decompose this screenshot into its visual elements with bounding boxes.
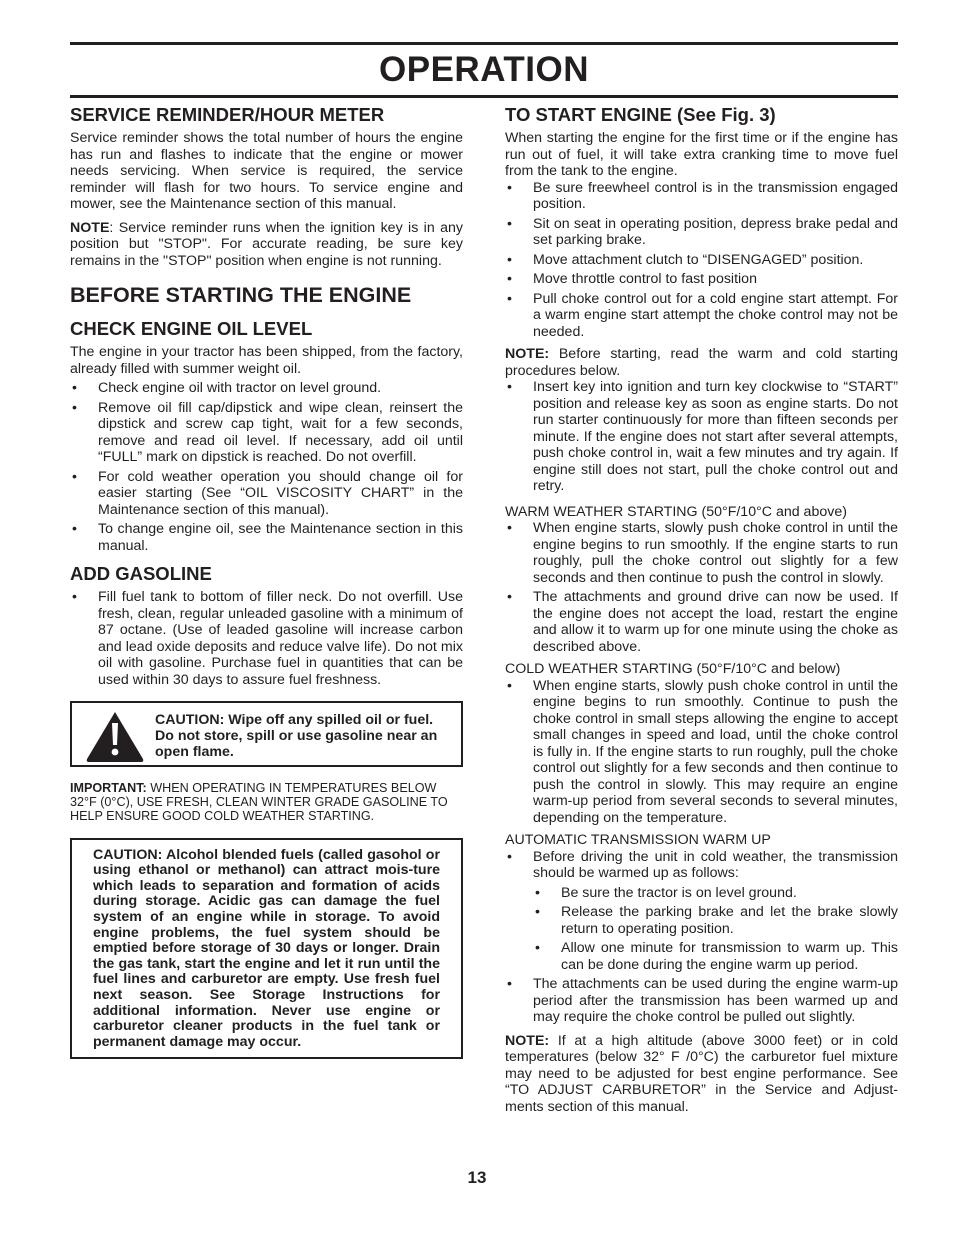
page-title: OPERATION (379, 50, 589, 89)
auto-sub-list (533, 885, 898, 974)
note-label: NOTE (70, 219, 110, 236)
list-item (505, 849, 898, 974)
list-item: • The attachments can be used during the engine warm-up period after the transmission has been warmed up and may require the choke control be pulled out slightly. (505, 976, 898, 1026)
caution-box-spill (70, 701, 463, 767)
top-rule (70, 42, 898, 45)
right-column (505, 103, 898, 1115)
list-item: • The attachments and ground drive can now be used. If the engine does not accept the load, restart the engine and allow it to warm up for one minute using the choke as described above. (505, 589, 898, 655)
important-text: WHEN OPERATING IN TEMPERATURES BELOW 32°F (0°C), USE FRESH, CLEAN WINTER GRADE GASOLINE TO HELP ENSURE GOOD COLD WEATHER STARTING. (70, 781, 448, 824)
list-item: • Sit on seat in operating position, depress brake pedal and set parking brake. (505, 216, 898, 249)
before-starting-heading: BEFORE STARTING THE ENGINE (70, 283, 412, 307)
start-engine-text: When starting the engine for the first time or if the engine has run out of fuel, it will take extra cranking time to move fuel from the tank to the engine. (505, 130, 898, 179)
note-label: NOTE: (505, 346, 550, 362)
cold-weather-heading: COLD WEATHER STARTING (50°F/10°C and below) (505, 661, 841, 677)
list-item: • For cold weather operation you should change oil for easier starting (See “OIL VISCOSITY CHART” in the Maintenance section of this manual). (70, 469, 463, 519)
warning-icon (84, 709, 146, 763)
caution-spill-text: CAUTION: Wipe off any spilled oil or fuel. Do not store, spill or use gasoline near an open flame. (155, 712, 438, 760)
start-engine-heading: TO START ENGINE (See Fig. 3) (505, 104, 776, 125)
list-item: • Remove oil fill cap/dipstick and wipe clean, reinsert the dipstick and screw cap tight, wait for a few seconds, remove and read oil level. If necessary, add oil until “FULL” mark on dipstick is reached. Do not overfill. (70, 400, 463, 466)
start-engine-list (505, 180, 898, 341)
list-item: • Move attachment clutch to “DISENGAGED” position. (505, 252, 898, 269)
note-text: If at a high altitude (above 3000 feet) or in cold temperatures (below 32° F /0°C) the carburetor fuel mixture may need to be adjusted for best engine performance. See “TO ADJUST CARBURETOR” in the Service and Adjust-ments section of this manual. (505, 1032, 898, 1115)
check-oil-list (70, 380, 463, 554)
check-oil-text: The engine in your tractor has been shipped, from the factory, already filled with summer weight oil. (70, 344, 463, 377)
key-list (505, 379, 898, 495)
list-item: • Be sure the tractor is on level ground. (533, 885, 898, 902)
list-item: • Release the parking brake and let the brake slowly return to operating position. (533, 904, 898, 937)
list-item: • Insert key into ignition and turn key clockwise to “START” position and release key as soon as engine starts. Do not run starter continuously for more than fifteen seconds per minute. If the engine does not start after several attempts, push choke control in, wait a few minutes and try again. If engine still does not start, pull the choke control out and retry. (505, 379, 898, 495)
add-gasoline-heading: ADD GASOLINE (70, 563, 212, 584)
list-item: • When engine starts, slowly push choke control in until the engine begins to run smoothly. Continue to push the choke control in small steps allowing the engine to accept small changes in speed and load, until the choke control is fully in. If the engine starts to run roughly, pull the choke control out slightly for a few seconds and then continue to push the control in slowly. This may require an engine warm-up period from several seconds to several minutes, depending on the temperature. (505, 678, 898, 827)
title-rule (70, 95, 898, 98)
note-label: NOTE: (505, 1032, 550, 1049)
warm-weather-heading: WARM WEATHER STARTING (50°F/10°C and above) (505, 503, 847, 520)
service-reminder-heading: SERVICE REMINDER/HOUR METER (70, 104, 385, 125)
cold-weather-list (505, 678, 898, 827)
important-note (70, 781, 463, 824)
caution-box-alcohol: CAUTION: Alcohol blended fuels (called gasohol or using ethanol or methanol) can attract mois-ture which leads to separation and formation of acids during storage. Acidic gas can damage the fuel system of an engine while in storage. To avoid engine problems, the fuel system should be emptied before storage of 30 days or longer. Drain the gas tank, start the engine and let it run until the fuel lines and carburetor are empty. Use fresh fuel next season. See Storage Instructions for additional information. Never use engine or carburetor cleaner products in the fuel tank or permanent damage may occur. (70, 838, 463, 1060)
list-item: • To change engine oil, see the Maintenance section in this manual. (70, 521, 463, 554)
auto-transmission-heading: AUTOMATIC TRANSMISSION WARM UP (505, 832, 771, 848)
list-item: • Move throttle control to fast position (505, 271, 898, 288)
note-text: : Service reminder runs when the ignition key is in any position but "STOP". For accurate reading, be sure key remains in the "STOP" position when engine is not running. (70, 219, 463, 269)
service-reminder-note (70, 220, 463, 270)
list-item: • When engine starts, slowly push choke control in until the engine begins to run smoothly. If the engine starts to run roughly, pull the choke control out slightly for a few seconds and then continue to push the control in slowly. (505, 520, 898, 586)
warm-weather-list (505, 520, 898, 655)
list-item: • Be sure freewheel control is in the transmission engaged position. (505, 180, 898, 213)
auto-bullet-text: Before driving the unit in cold weather, the transmission should be warmed up as follows: (533, 848, 898, 881)
list-item: • Check engine oil with tractor on level ground. (70, 380, 463, 397)
note-text: Before starting, read the warm and cold starting procedures below. (505, 346, 898, 379)
check-oil-heading: CHECK ENGINE OIL LEVEL (70, 318, 313, 339)
service-reminder-text: Service reminder shows the total number of hours the engine has run and flashes to indicate that the engine or mower needs servicing. When service is required, the service reminder will flash for two hours. To service engine and mower, see the Maintenance section of this manual. (70, 130, 463, 212)
start-note (505, 346, 898, 379)
important-label: IMPORTANT: (70, 781, 147, 795)
altitude-note (505, 1033, 898, 1116)
list-item: • Pull choke control out for a cold engine start attempt. For a warm engine start attempt the choke control may not be needed. (505, 291, 898, 341)
list-item: • Allow one minute for transmission to warm up. This can be done during the engine warm up period. (533, 940, 898, 973)
page-number: 13 (467, 1168, 487, 1187)
auto-transmission-list (505, 849, 898, 1026)
left-column (70, 103, 463, 1059)
list-item: • Fill fuel tank to bottom of filler neck. Do not overfill. Use fresh, clean, regular unleaded gasoline with a minimum of 87 octane. (Use of leaded gasoline will increase carbon and lead oxide deposits and reduce valve life). Do not mix oil with gasoline. Purchase fuel in quantities that can be used within 30 days to assure fuel freshness. (70, 589, 463, 688)
add-gasoline-list (70, 589, 463, 688)
